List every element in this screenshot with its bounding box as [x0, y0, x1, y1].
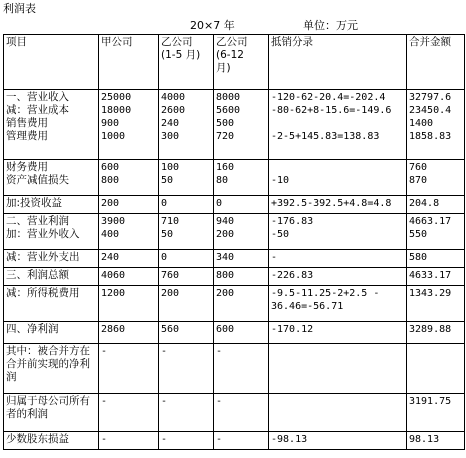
table-cell: 340 — [214, 250, 269, 268]
row-label: 一、营业收入 减：营业成本 销售费用 管理费用 — [4, 90, 99, 160]
table-cell — [269, 344, 407, 394]
table-cell: 2860 — [99, 322, 159, 344]
table-cell: -98.13 — [269, 432, 407, 450]
row-label: 二、营业利润 加：营业外收入 — [4, 214, 99, 250]
row-label: 少数股东损益 — [4, 432, 99, 450]
column-header: 抵销分录 — [269, 35, 407, 90]
table-row — [4, 432, 465, 450]
table-cell: - — [159, 344, 214, 394]
table-cell: 760 870 — [407, 160, 465, 196]
table-cell — [407, 344, 465, 394]
table-cell: 580 — [407, 250, 465, 268]
table-cell: - — [159, 432, 214, 450]
table-row — [4, 196, 465, 214]
table-cell: +392.5-392.5+4.8=4.8 — [269, 196, 407, 214]
table-cell: 940 200 — [214, 214, 269, 250]
table-cell: 160 80 — [214, 160, 269, 196]
table-row — [4, 394, 465, 432]
table-row — [4, 322, 465, 344]
table-cell — [269, 394, 407, 432]
table-cell: - — [214, 344, 269, 394]
table-row — [4, 344, 465, 394]
row-label: 三、利润总额 — [4, 268, 99, 286]
table-cell: -10 — [269, 160, 407, 196]
table-cell: -176.83 -50 — [269, 214, 407, 250]
table-cell: 98.13 — [407, 432, 465, 450]
table-cell: 25000 18000 900 1000 — [99, 90, 159, 160]
table-cell: - — [99, 432, 159, 450]
row-label: 其中：被合并方在合并前实现的净利润 — [4, 344, 99, 394]
table-row — [4, 268, 465, 286]
table-cell: - — [159, 394, 214, 432]
income-statement-table — [3, 34, 465, 450]
table-cell: -120-62-20.4=-202.4 -80-62+8-15.6=-149.6 -2-5+145.83=138.83 — [269, 90, 407, 160]
table-cell: 3289.88 — [407, 322, 465, 344]
table-cell: -9.5-11.25-2+2.5 - 36.46=-56.71 — [269, 286, 407, 322]
table-cell: 1200 — [99, 286, 159, 322]
table-cell: 600 — [214, 322, 269, 344]
header-row — [4, 35, 465, 90]
report-year: 20×7 年 — [190, 19, 235, 32]
row-label: 归属于母公司所有者的利润 — [4, 394, 99, 432]
column-header: 甲公司 — [99, 35, 159, 90]
row-label: 加:投资收益 — [4, 196, 99, 214]
table-cell: 710 50 — [159, 214, 214, 250]
table-cell: 1343.29 — [407, 286, 465, 322]
table-cell: - — [99, 394, 159, 432]
table-row — [4, 250, 465, 268]
table-cell: - — [99, 344, 159, 394]
table-row — [4, 214, 465, 250]
table-cell: 100 50 — [159, 160, 214, 196]
row-label: 减：营业外支出 — [4, 250, 99, 268]
table-cell: 800 — [214, 268, 269, 286]
table-cell: 4000 2600 240 300 — [159, 90, 214, 160]
table-cell: 200 — [159, 286, 214, 322]
table-cell: 204.8 — [407, 196, 465, 214]
table-cell: - — [269, 250, 407, 268]
column-header: 项目 — [4, 35, 99, 90]
row-label: 财务费用 资产减值损失 — [4, 160, 99, 196]
table-cell: - — [214, 394, 269, 432]
table-cell: 4633.17 — [407, 268, 465, 286]
table-cell: 760 — [159, 268, 214, 286]
table-cell: 32797.6 23450.4 1400 1858.83 — [407, 90, 465, 160]
table-row — [4, 160, 465, 196]
column-header: 乙公司 (6-12 月) — [214, 35, 269, 90]
column-header: 乙公司 (1-5 月) — [159, 35, 214, 90]
column-header: 合并金额 — [407, 35, 465, 90]
table-cell: 600 800 — [99, 160, 159, 196]
table-cell: 0 — [159, 250, 214, 268]
table-cell: 560 — [159, 322, 214, 344]
table-cell: 3191.75 — [407, 394, 465, 432]
table-cell: -226.83 — [269, 268, 407, 286]
unit-label: 单位：万元 — [303, 19, 358, 32]
table-cell: 0 — [214, 196, 269, 214]
table-cell: 0 — [159, 196, 214, 214]
row-label: 减：所得税费用 — [4, 286, 99, 322]
table-cell: 240 — [99, 250, 159, 268]
table-cell: 4060 — [99, 268, 159, 286]
table-row — [4, 286, 465, 322]
table-cell: - — [214, 432, 269, 450]
table-cell: 3900 400 — [99, 214, 159, 250]
row-label: 四、净利润 — [4, 322, 99, 344]
table-cell: 8000 5600 500 720 — [214, 90, 269, 160]
table-cell: 200 — [99, 196, 159, 214]
table-cell: -170.12 — [269, 322, 407, 344]
table-cell: 200 — [214, 286, 269, 322]
table-title: 利润表 — [3, 2, 36, 15]
table-row — [4, 90, 465, 160]
table-cell: 4663.17 550 — [407, 214, 465, 250]
